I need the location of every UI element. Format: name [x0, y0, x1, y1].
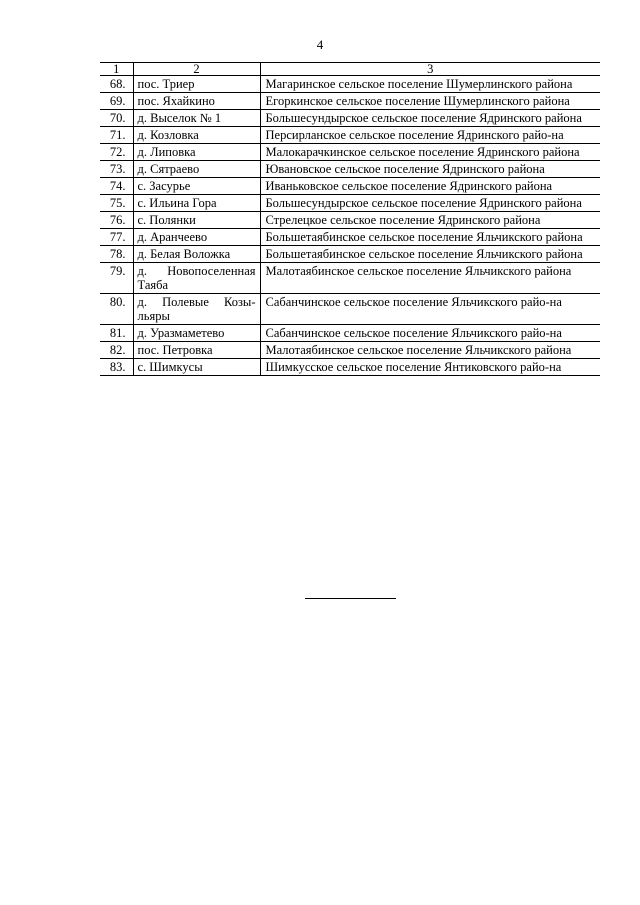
row-number: 75. [100, 195, 133, 212]
settlement-name: Егоркинское сельское поселение Шумерлинского района [260, 93, 600, 110]
row-number: 80. [100, 294, 133, 325]
place-name: пос. Триер [133, 76, 260, 93]
table-row [100, 178, 600, 195]
row-number: 76. [100, 212, 133, 229]
settlement-name: Сабанчинское сельское поселение Яльчикского райо-на [260, 294, 600, 325]
table-row [100, 110, 600, 127]
row-number: 83. [100, 359, 133, 376]
end-of-document-rule [305, 598, 396, 599]
settlement-name: Большесундырское сельское поселение Ядринского района [260, 195, 600, 212]
settlement-name: Большесундырское сельское поселение Ядринского района [260, 110, 600, 127]
place-name: с. Ильина Гора [133, 195, 260, 212]
row-number: 68. [100, 76, 133, 93]
place-name: д. Новопоселенная Таяба [133, 263, 260, 294]
place-name: с. Шимкусы [133, 359, 260, 376]
row-number: 79. [100, 263, 133, 294]
table-row [100, 127, 600, 144]
place-name: д. Аранчеево [133, 229, 260, 246]
place-name: пос. Петровка [133, 342, 260, 359]
column-header-1: 1 [100, 63, 133, 76]
settlement-name: Малотаябинское сельское поселение Яльчикского района [260, 342, 600, 359]
row-number: 72. [100, 144, 133, 161]
row-number: 81. [100, 325, 133, 342]
table-row [100, 263, 600, 294]
table-row [100, 246, 600, 263]
place-name: пос. Яхайкино [133, 93, 260, 110]
table-row [100, 195, 600, 212]
row-number: 70. [100, 110, 133, 127]
settlement-name: Иваньковское сельское поселение Ядринского района [260, 178, 600, 195]
table-row [100, 294, 600, 325]
settlements-table [100, 62, 600, 376]
row-number: 69. [100, 93, 133, 110]
row-number: 71. [100, 127, 133, 144]
place-name: д. Липовка [133, 144, 260, 161]
place-name: д. Выселок № 1 [133, 110, 260, 127]
table-row [100, 76, 600, 93]
settlement-name: Большетаябинское сельское поселение Яльчикского района [260, 246, 600, 263]
place-name: д. Полевые Козы-льяры [133, 294, 260, 325]
place-name: д. Козловка [133, 127, 260, 144]
row-number: 82. [100, 342, 133, 359]
settlement-name: Магаринское сельское поселение Шумерлинского района [260, 76, 600, 93]
table-row [100, 93, 600, 110]
settlement-name: Шимкусское сельское поселение Янтиковского райо-на [260, 359, 600, 376]
column-header-3: 3 [260, 63, 600, 76]
settlement-name: Большетаябинское сельское поселение Яльчикского района [260, 229, 600, 246]
page-number: 4 [316, 37, 324, 52]
table-row [100, 359, 600, 376]
place-name: д. Белая Воложка [133, 246, 260, 263]
table-row [100, 161, 600, 178]
row-number: 77. [100, 229, 133, 246]
place-name: д. Уразмаметево [133, 325, 260, 342]
table-row [100, 342, 600, 359]
table-row [100, 325, 600, 342]
place-name: д. Сятраево [133, 161, 260, 178]
settlement-name: Малотаябинское сельское поселение Яльчикского района [260, 263, 600, 294]
place-name: с. Засурье [133, 178, 260, 195]
table-row [100, 229, 600, 246]
settlement-name: Стрелецкое сельское поселение Ядринского района [260, 212, 600, 229]
settlement-name: Сабанчинское сельское поселение Яльчикского райо-на [260, 325, 600, 342]
column-header-2: 2 [133, 63, 260, 76]
row-number: 78. [100, 246, 133, 263]
settlement-name: Ювановское сельское поселение Ядринского района [260, 161, 600, 178]
settlement-name: Малокарачкинское сельское поселение Ядринского района [260, 144, 600, 161]
table-row [100, 212, 600, 229]
settlement-name: Персирланское сельское поселение Ядринского райо-на [260, 127, 600, 144]
row-number: 73. [100, 161, 133, 178]
table-row [100, 144, 600, 161]
place-name: с. Полянки [133, 212, 260, 229]
table-header-row [100, 63, 600, 76]
row-number: 74. [100, 178, 133, 195]
